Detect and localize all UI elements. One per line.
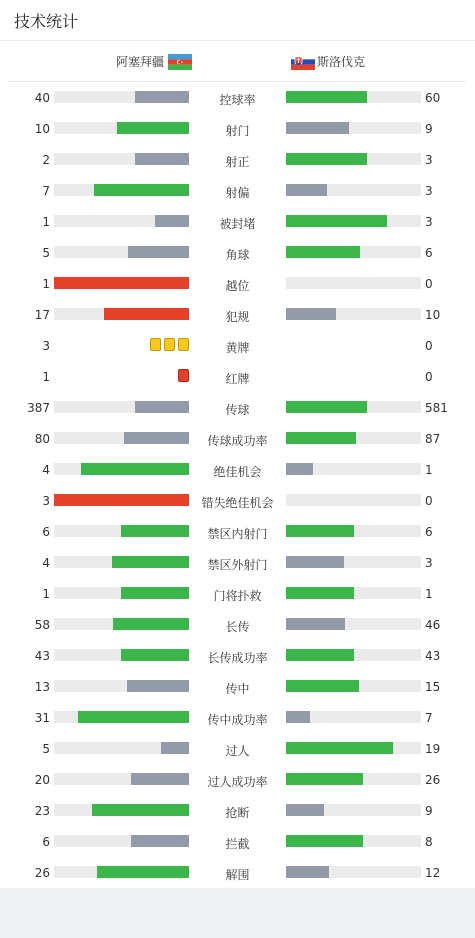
stat-row xyxy=(0,237,475,268)
away-bar-track xyxy=(286,215,421,227)
away-value: 3 xyxy=(425,215,433,229)
home-value: 23 xyxy=(34,804,50,818)
away-value: 19 xyxy=(425,742,441,756)
away-value: 0 xyxy=(425,277,433,291)
away-value: 0 xyxy=(425,339,433,353)
stat-label: 传球成功率 xyxy=(207,434,268,448)
azerbaijan-flag-icon xyxy=(168,54,192,70)
stat-label: 控球率 xyxy=(219,93,256,107)
away-bar-track xyxy=(286,742,421,754)
away-bar-fill xyxy=(286,401,367,413)
away-bar-track xyxy=(286,649,421,661)
stat-row xyxy=(0,578,475,609)
away-value: 3 xyxy=(425,556,433,570)
away-value: 1 xyxy=(425,463,433,477)
away-bar-track xyxy=(286,711,421,723)
stat-row xyxy=(0,795,475,826)
stat-row xyxy=(0,113,475,144)
away-bar-fill xyxy=(286,773,363,785)
home-bar-track xyxy=(54,649,189,661)
away-bar-fill xyxy=(286,153,367,165)
away-bar-track xyxy=(286,773,421,785)
home-bar-track xyxy=(54,525,189,537)
home-bar-fill xyxy=(54,277,189,289)
away-value: 10 xyxy=(425,308,441,322)
home-value: 58 xyxy=(34,618,50,632)
away-bar-track xyxy=(286,618,421,630)
home-bar-track xyxy=(54,463,189,475)
home-bar-track xyxy=(54,556,189,568)
away-value: 60 xyxy=(425,91,441,105)
away-bar-track xyxy=(286,587,421,599)
home-value: 387 xyxy=(27,401,50,415)
away-value: 9 xyxy=(425,122,433,136)
away-value: 87 xyxy=(425,432,441,446)
stat-label: 过人成功率 xyxy=(207,775,268,789)
away-bar-track xyxy=(286,432,421,444)
away-bar-track xyxy=(286,525,421,537)
stat-label: 过人 xyxy=(225,744,250,758)
stat-row xyxy=(0,361,475,392)
away-value: 15 xyxy=(425,680,441,694)
stat-label: 犯规 xyxy=(225,310,250,324)
stat-label: 禁区内射门 xyxy=(207,527,268,541)
away-value: 26 xyxy=(425,773,441,787)
stat-row xyxy=(0,206,475,237)
away-bar-fill xyxy=(286,742,393,754)
away-bar-track xyxy=(286,122,421,134)
home-bar-fill xyxy=(127,680,189,692)
slovakia-flag-icon xyxy=(291,54,315,70)
home-bar-fill xyxy=(161,742,189,754)
home-bar-fill xyxy=(128,246,189,258)
yellow-card-icon xyxy=(178,338,189,351)
home-bar-fill xyxy=(104,308,189,320)
yellow-card-icon xyxy=(164,338,175,351)
teams-row xyxy=(9,41,466,82)
away-bar-track xyxy=(286,308,421,320)
away-bar-track xyxy=(286,401,421,413)
home-value: 6 xyxy=(42,525,50,539)
away-bar-fill xyxy=(286,587,354,599)
home-bar-fill xyxy=(135,153,189,165)
home-bar-track xyxy=(54,432,189,444)
home-value: 13 xyxy=(34,680,50,694)
home-bar-fill xyxy=(81,463,189,475)
home-bar-fill xyxy=(131,773,189,785)
stat-row xyxy=(0,423,475,454)
stat-label: 射门 xyxy=(225,124,250,138)
away-bar-fill xyxy=(286,835,363,847)
home-value: 20 xyxy=(34,773,50,787)
away-bar-track xyxy=(286,277,421,289)
away-bar-fill xyxy=(286,804,324,816)
home-bar-fill xyxy=(112,556,189,568)
away-bar-track xyxy=(286,184,421,196)
home-bar-track xyxy=(54,866,189,878)
home-bar-fill xyxy=(124,432,189,444)
section-title: 技术统计 xyxy=(14,11,79,31)
stat-label: 门将扑救 xyxy=(213,589,262,603)
away-bar-fill xyxy=(286,432,356,444)
stat-row xyxy=(0,144,475,175)
stat-label: 传球 xyxy=(225,403,250,417)
home-bar-fill xyxy=(94,184,189,196)
stat-row xyxy=(0,764,475,795)
away-team xyxy=(291,53,365,70)
away-value: 6 xyxy=(425,525,433,539)
away-bar-track xyxy=(286,835,421,847)
stat-label: 解围 xyxy=(225,868,250,882)
home-bar-fill xyxy=(155,215,189,227)
home-bar-track xyxy=(54,215,189,227)
away-bar-fill xyxy=(286,122,349,134)
home-team-name: 阿塞拜疆 xyxy=(115,55,164,69)
home-value: 1 xyxy=(42,215,50,229)
stat-row xyxy=(0,392,475,423)
away-value: 9 xyxy=(425,804,433,818)
away-bar-fill xyxy=(286,91,367,103)
stat-label: 射偏 xyxy=(225,186,250,200)
stat-row xyxy=(0,330,475,361)
away-value: 0 xyxy=(425,370,433,384)
away-bar-fill xyxy=(286,680,359,692)
home-bar-track xyxy=(54,804,189,816)
stat-label: 拦截 xyxy=(225,837,250,851)
away-value: 12 xyxy=(425,866,441,880)
stat-label: 红牌 xyxy=(225,372,250,386)
home-bar-track xyxy=(54,246,189,258)
away-bar-track xyxy=(286,680,421,692)
away-bar-fill xyxy=(286,246,360,258)
stat-row xyxy=(0,516,475,547)
away-bar-track xyxy=(286,866,421,878)
away-bar-fill xyxy=(286,308,336,320)
away-bar-fill xyxy=(286,618,345,630)
home-value: 17 xyxy=(34,308,50,322)
away-bar-fill xyxy=(286,649,354,661)
away-bar-fill xyxy=(286,215,387,227)
away-bar-track xyxy=(286,246,421,258)
away-bar-track xyxy=(286,463,421,475)
away-value: 46 xyxy=(425,618,441,632)
home-bar-fill xyxy=(78,711,189,723)
stat-label: 长传 xyxy=(225,620,250,634)
stat-row xyxy=(0,82,475,113)
stat-label: 被封堵 xyxy=(219,217,256,231)
home-value: 3 xyxy=(42,339,50,353)
stat-row xyxy=(0,547,475,578)
home-bar-track xyxy=(54,835,189,847)
home-bar-track xyxy=(54,494,189,506)
home-bar-fill xyxy=(113,618,189,630)
away-bar-track xyxy=(286,494,421,506)
home-value: 1 xyxy=(42,370,50,384)
stat-row xyxy=(0,299,475,330)
home-value: 40 xyxy=(34,91,50,105)
away-value: 581 xyxy=(425,401,448,415)
home-bar-fill xyxy=(97,866,189,878)
stat-label: 黄牌 xyxy=(225,341,250,355)
home-bar-track xyxy=(54,587,189,599)
home-bar-track xyxy=(54,401,189,413)
home-value: 6 xyxy=(42,835,50,849)
away-bar-track xyxy=(286,804,421,816)
away-bar-track xyxy=(286,91,421,103)
stat-row xyxy=(0,733,475,764)
away-value: 43 xyxy=(425,649,441,663)
away-bar-track xyxy=(286,556,421,568)
home-bar-fill xyxy=(135,401,189,413)
stat-row xyxy=(0,485,475,516)
home-value: 80 xyxy=(34,432,50,446)
home-bar-fill xyxy=(117,122,189,134)
home-value: 3 xyxy=(42,494,50,508)
home-value: 5 xyxy=(42,742,50,756)
away-team-name: 斯洛伐克 xyxy=(317,55,366,69)
away-value: 8 xyxy=(425,835,433,849)
stat-label: 角球 xyxy=(225,248,250,262)
red-card-icon xyxy=(178,369,189,382)
stats-list xyxy=(0,82,475,888)
home-bar-fill xyxy=(135,91,189,103)
home-value: 31 xyxy=(34,711,50,725)
home-value: 5 xyxy=(42,246,50,260)
stat-label: 越位 xyxy=(225,279,250,293)
red-cards xyxy=(178,369,189,382)
home-value: 26 xyxy=(34,866,50,880)
away-bar-fill xyxy=(286,711,310,723)
yellow-cards xyxy=(150,338,189,351)
home-bar-fill xyxy=(121,525,189,537)
yellow-card-icon xyxy=(150,338,161,351)
away-value: 3 xyxy=(425,153,433,167)
home-bar-track xyxy=(54,91,189,103)
home-value: 7 xyxy=(42,184,50,198)
home-bar-track xyxy=(54,742,189,754)
home-value: 2 xyxy=(42,153,50,167)
stat-label: 禁区外射门 xyxy=(207,558,268,572)
stat-row xyxy=(0,857,475,888)
home-bar-track xyxy=(54,773,189,785)
stat-row xyxy=(0,609,475,640)
away-value: 3 xyxy=(425,184,433,198)
home-bar-track xyxy=(54,618,189,630)
away-bar-fill xyxy=(286,866,329,878)
away-bar-fill xyxy=(286,463,313,475)
away-value: 7 xyxy=(425,711,433,725)
away-bar-fill xyxy=(286,184,327,196)
home-bar-fill xyxy=(92,804,189,816)
stat-label: 传中成功率 xyxy=(207,713,268,727)
home-bar-track xyxy=(54,680,189,692)
home-value: 43 xyxy=(34,649,50,663)
away-value: 1 xyxy=(425,587,433,601)
stat-row xyxy=(0,640,475,671)
stat-row xyxy=(0,454,475,485)
home-bar-track xyxy=(54,711,189,723)
away-bar-fill xyxy=(286,556,344,568)
home-bar-fill xyxy=(121,587,189,599)
home-bar-fill xyxy=(121,649,189,661)
section-header xyxy=(0,0,475,41)
home-bar-track xyxy=(54,122,189,134)
stat-row xyxy=(0,268,475,299)
home-value: 4 xyxy=(42,556,50,570)
home-value: 10 xyxy=(34,122,50,136)
away-value: 0 xyxy=(425,494,433,508)
home-bar-track xyxy=(54,184,189,196)
stat-label: 绝佳机会 xyxy=(213,465,262,479)
stat-label: 错失绝佳机会 xyxy=(201,496,274,510)
away-bar-track xyxy=(286,153,421,165)
away-value: 6 xyxy=(425,246,433,260)
stat-row xyxy=(0,671,475,702)
home-value: 1 xyxy=(42,277,50,291)
home-bar-fill xyxy=(131,835,189,847)
stat-row xyxy=(0,175,475,206)
stat-label: 长传成功率 xyxy=(207,651,268,665)
stat-label: 抢断 xyxy=(225,806,250,820)
stat-row xyxy=(0,826,475,857)
stat-row xyxy=(0,702,475,733)
away-bar-fill xyxy=(286,525,354,537)
home-value: 1 xyxy=(42,587,50,601)
home-team xyxy=(116,53,192,70)
home-bar-track xyxy=(54,277,189,289)
home-bar-fill xyxy=(54,494,189,506)
home-value: 4 xyxy=(42,463,50,477)
stat-label: 传中 xyxy=(225,682,250,696)
home-bar-track xyxy=(54,308,189,320)
home-bar-track xyxy=(54,153,189,165)
stat-label: 射正 xyxy=(225,155,250,169)
